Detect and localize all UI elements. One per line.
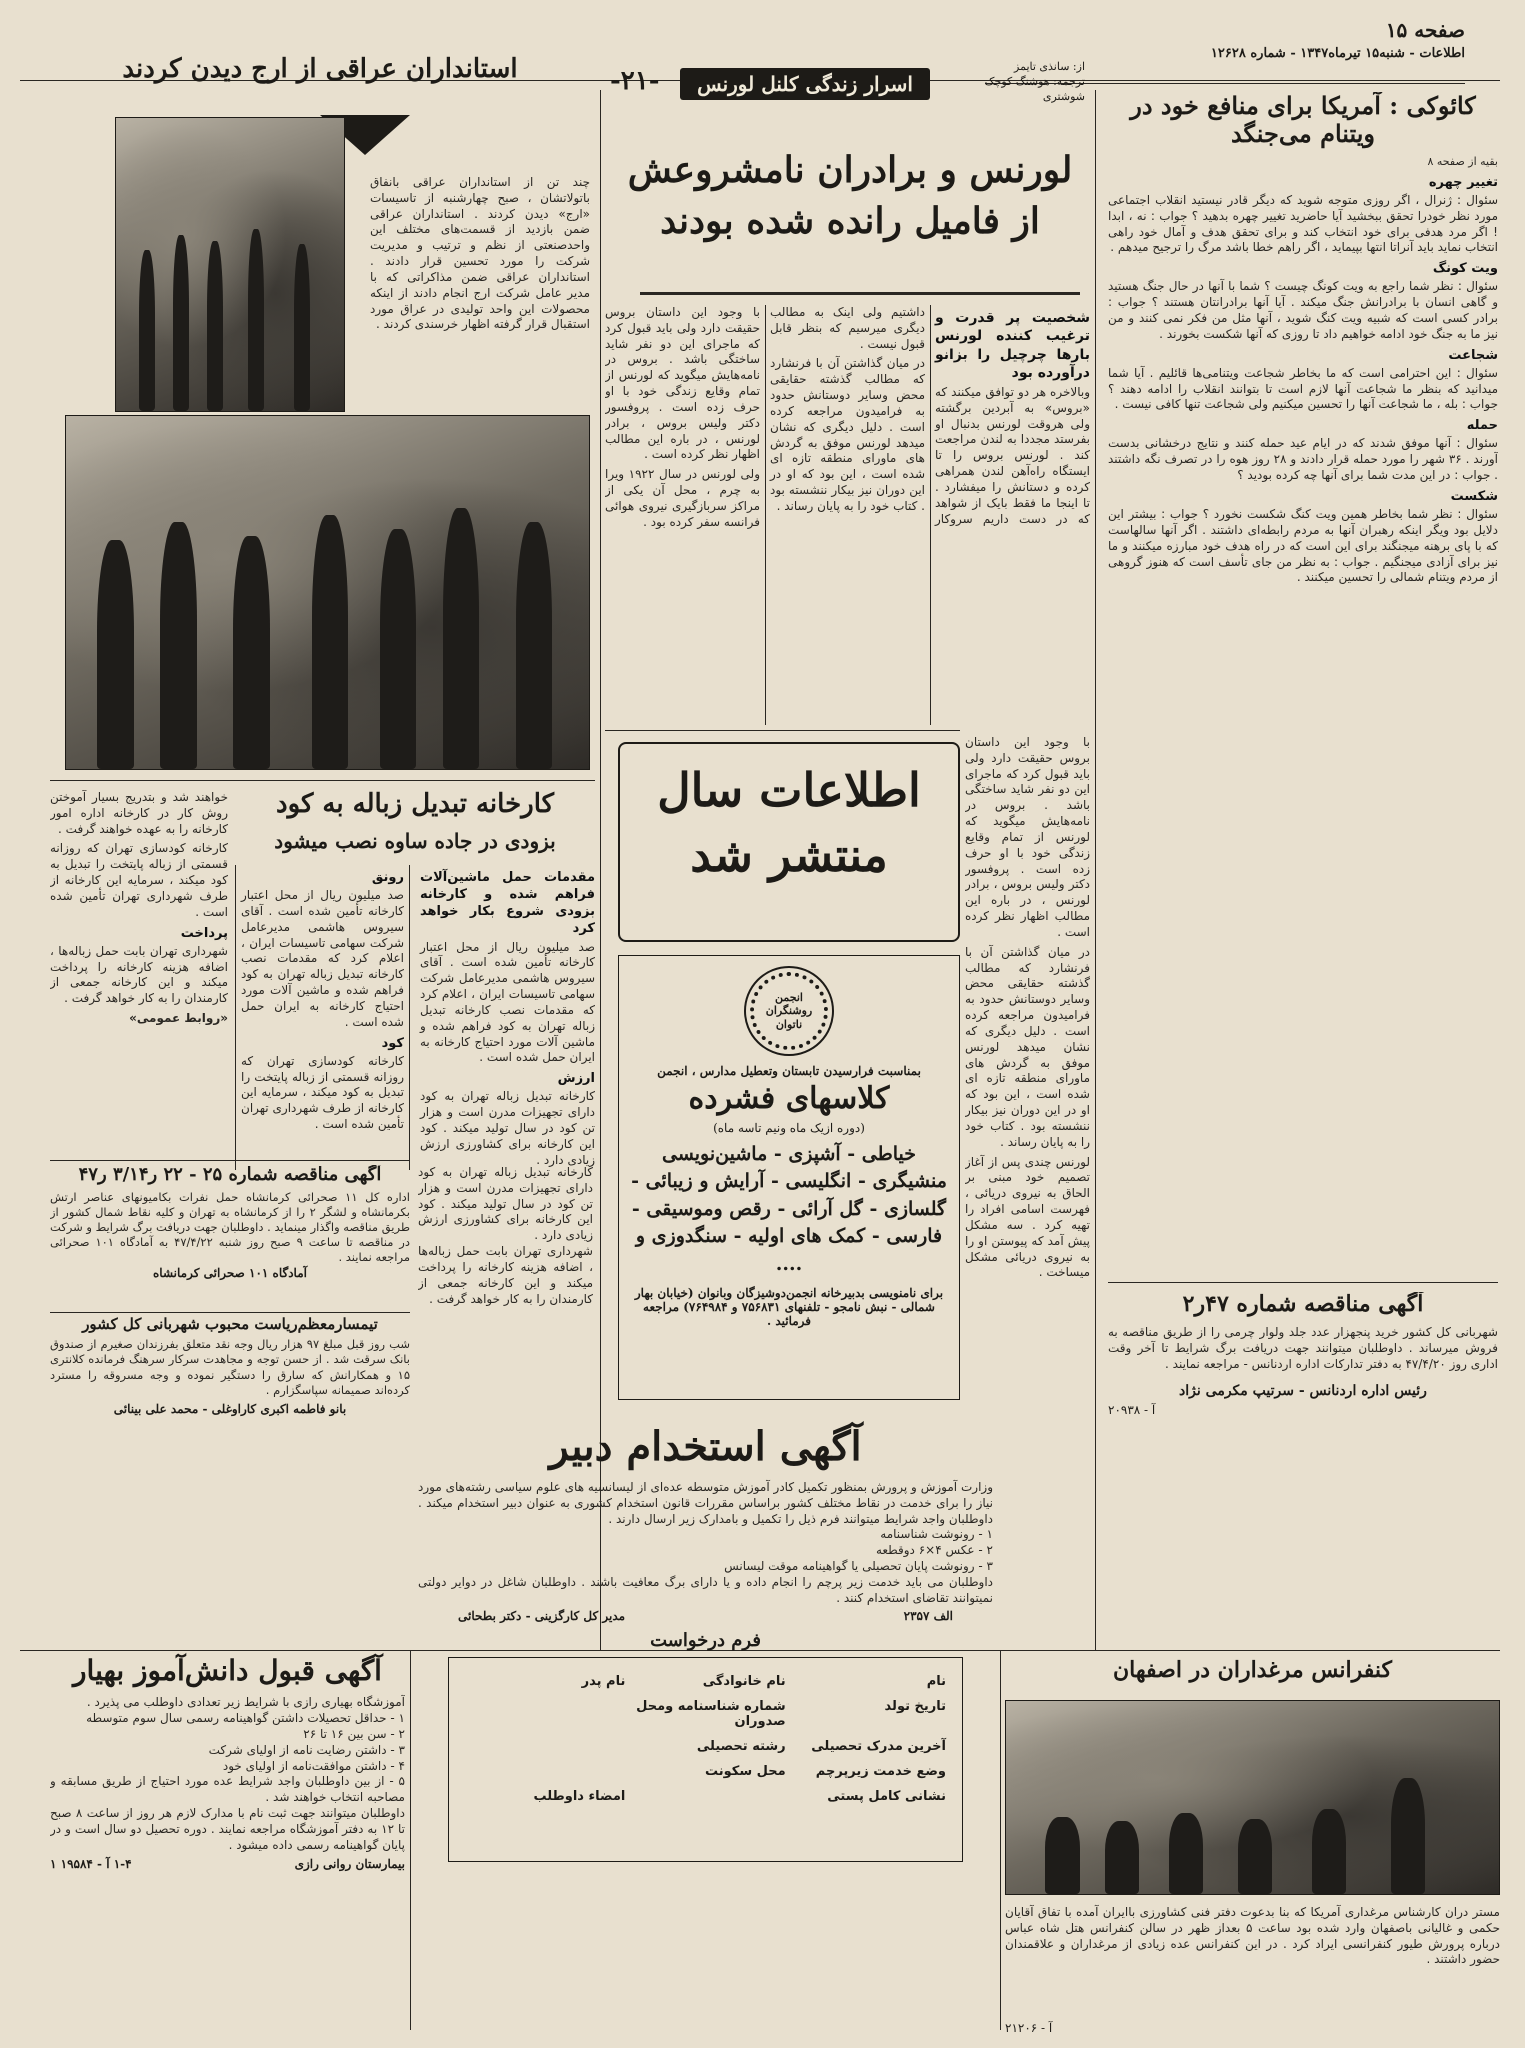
field-label: تاریخ تولد (884, 1699, 946, 1715)
paragraph: لورنس چندی پس از آغاز تصمیم خود مبنی بر الحاق به نیروی دریائی ، فهرست اسامی افراد را تهیه کرد . سه مشکل پیش آمد که پیوستن او را به نیروی دریائی مشکل میساخت . (965, 1154, 1090, 1280)
paragraph: در میان گذاشتن آن با فرنشارد که مطالب گذشته حقایقی محض وسایر دوستانش حدود به فرامیدون مراجعه کرده است . دلیل دیگری که نشان میدهد لورنس موفق به گردش های ماورای منطقه تازه ای شده است ، این بود که او در این دوران نیز بیکار ننشسته بود . کتاب خود را به پایان رساند . (770, 356, 925, 513)
subhead-vietcong: ویت کونگ (1432, 261, 1498, 277)
admission-signature: بیمارستان روانی رازی (294, 1857, 405, 1872)
notice-title: تیمسارمعظم‌ریاست محبوب شهربانی کل کشور (82, 1316, 378, 1333)
condition-item: ۴ - داشتن موافقت‌نامه از اولیای خود (222, 1758, 405, 1773)
subhead-defeat: شکست (1450, 488, 1498, 504)
admission-intro: آموزشگاه بهیاری رازی با شرایط زیر تعدادی داوطلب می پذیرد . (86, 1695, 405, 1710)
subhead-courage: شجاعت (1448, 347, 1498, 363)
paragraph: صد میلیون ریال از محل اعتبار کارخانه تأمین شده است . آقای سیروس هاشمی مدیرعامل شرکت سهامی تاسیسات ایران ، اعلام کرد که مقدمات نصب کارخانه تبدیل زباله تهران به کود فراهم شده و ماشین آلات مورد احتیاج کارخانه به ایران حمل شده است . (241, 888, 404, 1029)
tender-ad-right (1108, 1292, 1498, 1592)
compost-headline: کارخانه تبدیل زباله به کود (275, 790, 555, 819)
lawrence-subhead: شخصیت پر قدرت و ترغیب کننده لورنس بارها چرچیل را بزانو درآورده بود (935, 310, 1090, 382)
label-prosperity: رونق (371, 870, 404, 885)
paragraph: کارخانه کودسازی تهران که روزانه قسمتی از زباله پایتخت را تبدیل به کود میکند ، سرمایه این کارخانه از طرف شهرداری تهران تأمین شده است . (50, 841, 228, 919)
field-label (625, 1789, 785, 1804)
photo-visit-factory-floor (65, 415, 590, 770)
admission-title: آگهی قبول دانش‌آموز بهیار (73, 1654, 382, 1687)
condition-item: ۱ - حداقل تحصیلات داشتن گواهینامه رسمی سال سوم متوسطه (86, 1711, 405, 1726)
paragraph: شهرداری تهران بابت حمل زباله‌ها ، اضافه هزینه کارخانه را پرداخت میکند و این کارخانه جمعی از کارمندان را به کار خواهد گرفت . (50, 943, 228, 1006)
series-title: اسرار زندگی کلنل لورنس (680, 68, 930, 100)
notice-body: شب روز قبل مبلغ ۹۷ هزار ریال وجه نقد متعلق بفرزندان صغیرم از صندوق بانک سرقت شد . از حسن توجه و مجاهدت سرکار سرهنگ فرمانده کلانتری ۱۵ و همکارانش که سارق را دستگیر نموده و وجه مسروقه را مسترد کرده‌اند صمیمانه سپاسگزارم . (50, 1337, 410, 1397)
banner-subtitle: منتشر شد (690, 827, 888, 882)
subhead-change: تغییر چهره (1428, 174, 1498, 190)
compost-middle-col (235, 865, 410, 1170)
notice-signature: بانو فاطمه اکبری کاراوغلی - محمد علی بینائی (113, 1401, 347, 1416)
seal-emblem (744, 966, 834, 1056)
kermanshah-tender-body: اداره کل ۱۱ صحرائی کرمانشاه حمل نفرات بکامیونهای عناصر ارتش بکرمانشاه و لشگر ۲ را از کرمانشاه به تهران و کلیه نقاط شمال کشور از طریق مناقصه واگذار مینماید . داوطلبان جهت دریافت برگ شرایط و شرکت در مناقصه تا ساعت ۹ صبح روز شنبه ۴۷/۴/۲۲ به آمادگاه ۱۰۱ صحرائی مراجعه نمایند . (50, 1189, 410, 1265)
hiring-code: الف ۲۳۵۷ (903, 1608, 953, 1623)
continued-note: بقیه از صفحه ۸ (1427, 155, 1498, 169)
author-line (945, 60, 1085, 105)
classes-ad (618, 955, 960, 1400)
form-row (465, 1674, 946, 1689)
field-label: محل سکونت (704, 1764, 786, 1780)
translator: ترجمه: هوشنگ کوچک شوشتری (984, 74, 1085, 103)
paragraph: صد میلیون ریال از محل اعتبار کارخانه تأمین شده است . آقای سیروس هاشمی مدیرعامل شرکت سهامی تاسیسات ایران ، اعلام کرد که مقدمات نصب کارخانه تبدیل زباله تهران به کود فراهم شده و ماشین آلات مورد احتیاج کارخانه به ایران حمل شده است . (420, 939, 595, 1065)
field-label (465, 1764, 625, 1779)
label-compost: کود (381, 1035, 404, 1051)
seal-text: انجمن روشنگران ناتوان (765, 991, 813, 1031)
form-row (465, 1739, 946, 1754)
iraqi-headline: استانداران عراقی از ارج دیدن کردند (122, 55, 518, 84)
paragraph: با وجود این داستان بروس حقیقت دارد ولی باید قبول کرد که ماجرای این دو نفر شاید ساختگی باشد . بروس در نامه‌هایش میگوید که لورنس از تمام وقایع زندگی خود با او حرف زده است . پروفسور دکتر ولیس بروس ، برادر لورنس ، در باره این مطالب اظهار نظر کرده است . (605, 305, 760, 462)
admission-conditions (50, 1711, 405, 1806)
classes-footer: برای نامنویسی بدبیرخانه انجمن‌دوشیزگان وبانوان (خیابان بهار شمالی - نبش نامجو - تلفنهای ۷۵۶۸۳۱ و ۷۶۴۹۸۴) مراجعه فرمائید . (634, 1286, 944, 1329)
tender-code: آ - ۲۰۹۳۸ (1108, 1402, 1156, 1417)
compost-right-col (420, 865, 595, 1170)
paragraph: سئوال : نظر شما بخاطر همین ویت کنگ شکست نخورد ؟ جواب : بیشتر این دلایل بود ویگر اینکه رهبران آنها به مردم رابطه‌ای داشتند . اگر آنها سالهاست که با پای برهنه میجنگند برای این است که در راه هدف خود مبارزه میکنند و ما نیز برای آزادی میجنگیم . جواب : به نظر من جای تأسف است که هنوز گروهی از مردم ویتنام شمالی را تحسین میکنند . (1108, 507, 1498, 585)
hiring-body-2: داوطلبان می باید خدمت زیر پرچم را انجام داده و یا دارای برگ معافیت باشند . داوطلبان شاغل در دوایر دولتی نمیتوانند تقاضای استخدام کنند . (418, 1574, 993, 1605)
paragraph: کارخانه کودسازی تهران که روزانه قسمتی از زباله پایتخت را تبدیل به کود میکند ، سرمایه این کارخانه از طرف شهرداری تهران تأمین شده است . (241, 1053, 404, 1132)
field-label: رشته تحصیلی (696, 1739, 786, 1755)
photo-conference (1005, 1700, 1500, 1895)
poultry-conference-story (1005, 1600, 1500, 2035)
field-label: شماره شناسنامه ومحل صدوران (636, 1699, 786, 1730)
student-admission-ad (50, 1560, 405, 2038)
hiring-requirements (418, 1527, 993, 1574)
admission-body: داوطلبان میتوانند جهت ثبت نام با مدارک لازم هر روز از ساعت ۸ صبح تا ۱۲ به دفتر آموزشگاه مراجعه نمایند . دوره تحصیل دو سال است و در پایان گواهینامه رسمی داده میشود . (50, 1805, 405, 1852)
right-headline: کائوکی : آمریکا برای منافع خود در ویتنام می‌جنگد (1130, 92, 1476, 148)
requirement-item: ۳ - رونوشت پایان تحصیلی یا گواهینامه موقت لیسانس (724, 1559, 993, 1574)
field-label (465, 1739, 625, 1754)
hiring-signature: مدیر کل کارگزینی - دکتر بطحائی (458, 1608, 626, 1623)
condition-item: ۲ - سن بین ۱۶ تا ۲۶ (303, 1726, 405, 1741)
label-value: ارزش (557, 1071, 595, 1087)
form-row (465, 1764, 946, 1779)
paragraph: خواهند شد و بتدریج بسیار آموختن روش کار در کارخانه اداره امور کارخانه را به عهده خواهند گرفت . (50, 790, 228, 836)
teacher-hiring-ad (418, 1410, 993, 2035)
requirement-item: ۱ - رونوشت شناسنامه (880, 1527, 993, 1542)
classes-duration: (دوره ازیک ماه ونیم تاسه ماه) (713, 1120, 865, 1135)
form-row (465, 1699, 946, 1729)
requirement-item: ۲ - عکس ۴×۶ دوقطعه (875, 1543, 993, 1558)
photo-caption: چند تن از استانداران عراقی بانفاق باتولاتشان ، صبح چهارشنبه از تاسیسات «ارج» دیدن کردند . استانداران عراقی ضمن بازدید از قسمت‌های مختلف این واحدصنعتی از نظم و ترتیب و مدیریت شرکت را مورد تحسین قرار دادند . استانداران عراقی ضمن مذاکراتی که با مدیر عامل شرکت ارج انجام دادند از اینکه محصولات این واحد تولیدی در عراق مورد استقبال قرار گرفته اظهار خرسندی کردند . (370, 175, 590, 332)
byline: «روابط عمومی» (129, 1011, 228, 1026)
admission-footer (50, 1857, 405, 1871)
issue-line: اطلاعات - شنبه۱۵ تیرماه۱۳۴۷ - شماره ۱۲۶۲۸ (1210, 46, 1465, 61)
tender-body: شهربانی کل کشور خرید پنجهزار عدد جلد ولوار چرمی را از طریق مناقصه به فروش میرساند . داوطلبان میتوانند جهت دریافت برگ شرایط تا آخر وقت اداری روز ۴۷/۴/۲۰ به دفتر تدارکات اداره اردنانس - مراجعه نمایند . (1108, 1325, 1498, 1371)
classes-course-list: خیاطی - آشپزی - ماشین‌نویسی منشیگری - انگلیسی - آرایش و زیبائی - گلسازی - گل آرائی - رقص وموسیقی - فارسی - کمک های اولیه - سنگدوزی و .... (631, 1142, 947, 1275)
lawrence-headline (620, 150, 1080, 285)
conference-code: آ - ۲۱۲۰۶ (1005, 2021, 1053, 2035)
author: از: سانذی تایمز (1014, 60, 1085, 73)
subhead-attack: حمله (1466, 418, 1498, 434)
tender-ad-kermanshah (50, 1165, 410, 1310)
field-label: نام (926, 1674, 946, 1690)
condition-item: ۳ - داشتن رضایت نامه از اولیای شرکت (208, 1742, 405, 1757)
paragraph: سئوال : آنها موفق شدند که در ایام عید حمله کنند و نتایج درخشانی بدست آورند . ۳۶ شهر را مورد حمله قرار دادند و ۲۸ روز هوه را در تصرف نگه داشتند . جواب : در این مدت شما برای آنها چه کرده بودید ؟ (1108, 436, 1498, 483)
iraqi-governors-story (50, 55, 590, 785)
conference-body: مستر دران کارشناس مرغداری آمریکا که بنا بدعوت دفتر فنی کشاورزی باایران آمده با تفاق آقایان حکمی و غالیانی باصفهان وارد شده بود ساعت ۵ بعداز ظهر در سالن کنفرانس هتل شاه عباس درباره پرورش طیور کنفرانسی ایراد کرد . در این کنفرانس عده زیادی از مرغداران و علاقمندان حضور داشتند . (1005, 1905, 1500, 1967)
paragraph: کارخانه تبدیل زباله تهران به کود دارای تجهیزات مدرن است و هزار تن کود در سال تولید میکند . کود این کارخانه برای کشاورزی ارزش زیادی دارد . (420, 1089, 595, 1167)
kermanshah-tender-title: آگهی مناقصه شماره ۲۵ - ۲۲ ر۳/۱۴ ر۴۷ (78, 1165, 382, 1185)
field-label: نشانی کامل پستی (827, 1789, 946, 1805)
right-article (1108, 155, 1498, 586)
paragraph: کارخانه تبدیل زباله تهران به کود دارای تجهیزات مدرن است و هزار تن کود در سال تولید میکند . کود این کارخانه برای کشاورزی ارزش زیادی دارد . (418, 1165, 593, 1243)
field-label: وضع خدمت زیرپرچم (815, 1764, 946, 1780)
form-title: فرم درخواست (650, 1629, 761, 1651)
banner-title: اطلاعات سال (657, 763, 921, 817)
compost-subhead: بزودی در جاده ساوه نصب میشود (274, 829, 556, 853)
tender-signature: رئیس اداره اردنانس - سرتیپ مکرمی نژاد (1179, 1382, 1427, 1399)
classes-title: کلاسهای فشرده (688, 1081, 890, 1116)
label-payment: پرداخت (180, 925, 228, 941)
condition-item: ۵ - از بین داوطلبان واجد شرایط عده مورد احتیاج از طریق مسابقه و مصاحبه انتخاب خواهند شد . (50, 1774, 405, 1805)
page-label: صفحه ۱۵ (1385, 18, 1465, 42)
field-label: نام خانوادگی (702, 1674, 786, 1690)
headline-line1: لورنس و برادران نامشروعش (627, 150, 1073, 191)
field-label: امضاء داوطلب (533, 1789, 626, 1805)
form-row (465, 1789, 946, 1804)
hiring-signoff (418, 1607, 993, 1625)
photo-visit-machinery (115, 117, 345, 412)
series-header (610, 60, 1085, 120)
ettelaat-annual-banner (618, 742, 960, 942)
series-number: -۲۱- (610, 66, 660, 96)
tender-title: آگهی مناقصه شماره ۴۷ر۲ (1182, 1292, 1424, 1317)
conference-title: کنفرانس مرغداران در اصفهان (1113, 1657, 1392, 1683)
application-form (448, 1657, 963, 1862)
paragraph: سئوال : ژنرال ، اگر روزی متوجه شوید که دیگر قادر نیستید انقلاب اجتماعی مورد نظر خودرا تحقق ببخشید آیا حاضرید تغییر چهره بدهید ؟ جواب : نه ، ابدا ! اگر مرد هدفی برای خود انتخاب کند و برای تحقق هدف و آمال خود راهی انتخاب نماید باید آنراتا انتها بپیماید ، اگر راهم خطا باشد مرگ را ترجیح میدهم . (1108, 192, 1498, 255)
hiring-title: آگهی استخدام دبیر (549, 1423, 862, 1470)
kermanshah-tender-sign: آمادگاه ۱۰۱ صحرائی کرمانشاه (153, 1265, 307, 1280)
field-label (465, 1699, 625, 1729)
paragraph: با وجود این داستان بروس حقیقت دارد ولی باید قبول کرد که ماجرای این دو نفر شاید ساختگی باشد . بروس در نامه‌هایش میگوید که لورنس از تمام وقایع زندگی خود با او حرف زده است . پروفسور دکتر ولیس بروس ، برادر لورنس ، در باره این مطالب اظهار نظر کرده است . (965, 735, 1090, 939)
paragraph: وبالاخره هر دو توافق میکنند که «بروس» به آبردین برگشته ولی هروقت لورنس بدنبال او بفرستد مجددا به لندن مراجعت کند . لورنس بروس را تا ایستگاه راه‌آهن لندن همراهی کرده و دستانش را میفشارد . تا اینجا ما فقط بایک از شواهد که در دست داریم سروکار داشتیم ولی اینک به مطالب دیگری میرسیم که بنظر قابل قبول نیست . (770, 305, 1090, 526)
hiring-body: وزارت آموزش و پرورش بمنظور تکمیل کادر آموزش متوسطه عده‌ای از لیسانسیه های علوم سیاسی رشته‌های مورد نیاز را برای خدمت در نقاط مختلف کشور براساس مقررات قانون استخدام کشوری به عنوان دبیر استخدام میکند . داوطلبان واجد شرایط میتوانند فرم ذیل را تکمیل و بامدارک زیر ارسال دارند . (418, 1480, 993, 1526)
paragraph: در میان گذاشتن آن با فرنشارد که مطالب گذشته حقایقی محض وسایر دوستانش حدود به فرامیدون مراجعه کرده است . دلیل دیگری که نشان میدهد لورنس موفق به گردش های ماورای منطقه تازه ای شده است ، این بود که او در این دوران نیز بیکار ننشسته بود . کتاب خود را به پایان رساند . (965, 944, 1090, 1149)
paragraph: ولی لورنس در سال ۱۹۲۲ ویرا به چرم ، محل آن یکی از مراکز سربازگیری نیروی هوائی فرانسه سفر کرده بود . (605, 467, 760, 529)
paragraph: شهرداری تهران بابت حمل زباله‌ها ، اضافه هزینه کارخانه را پرداخت میکند و این کارخانه جمعی از کارمندان را به کار خواهد گرفت . (418, 1244, 593, 1306)
classes-intro: بمناسبت فرارسیدن تابستان وتعطیل مدارس ، انجمن (657, 1064, 921, 1078)
waste-to-compost-story (50, 790, 595, 1180)
headline-line2: از فامیل رانده شده بودند (660, 200, 1040, 243)
paragraph: سئوال : این احترامی است که ما بخاطر شجاعت ویتنامی‌ها قائلیم . آیا شما میدانید که بنظر ما شجاعت آنها لازم است تا بتوانند انقلاب را ادامه دهند ؟ جواب : بله ، ما شجاعت آنها را تحسین میکنیم ولی شجاعت تنها کافی نیست . (1108, 365, 1498, 412)
admission-code: ۱-۴ آ - ۱۹۵۸۴ ۱ (50, 1857, 132, 1872)
lawrence-article (605, 305, 1090, 725)
field-label: آخرین مدرک تحصیلی (811, 1739, 946, 1755)
field-label: نام پدر (581, 1674, 626, 1690)
paragraph: سئوال : نظر شما راجع به ویت کونگ چیست ؟ شما با آنها در حال جنگ هستید و گاهی انسان با برادرانش جنگ میکند . آیا آنها برادرانتان هستند ؟ جواب : برادر کسی است که شبیه ویت کنگ شوید ، آنها مثل من فکر نمی کنند و من نیز ما به جنگ خود ادامه خواهیم داد تا روزی که آنها شکست بخورند . (1108, 279, 1498, 341)
compost-subhead-2: مقدمات حمل ماشین‌آلات فراهم شده و کارخانه بزودی شروع بکار خواهد کرد (420, 870, 595, 937)
compost-left-col (50, 790, 228, 1170)
